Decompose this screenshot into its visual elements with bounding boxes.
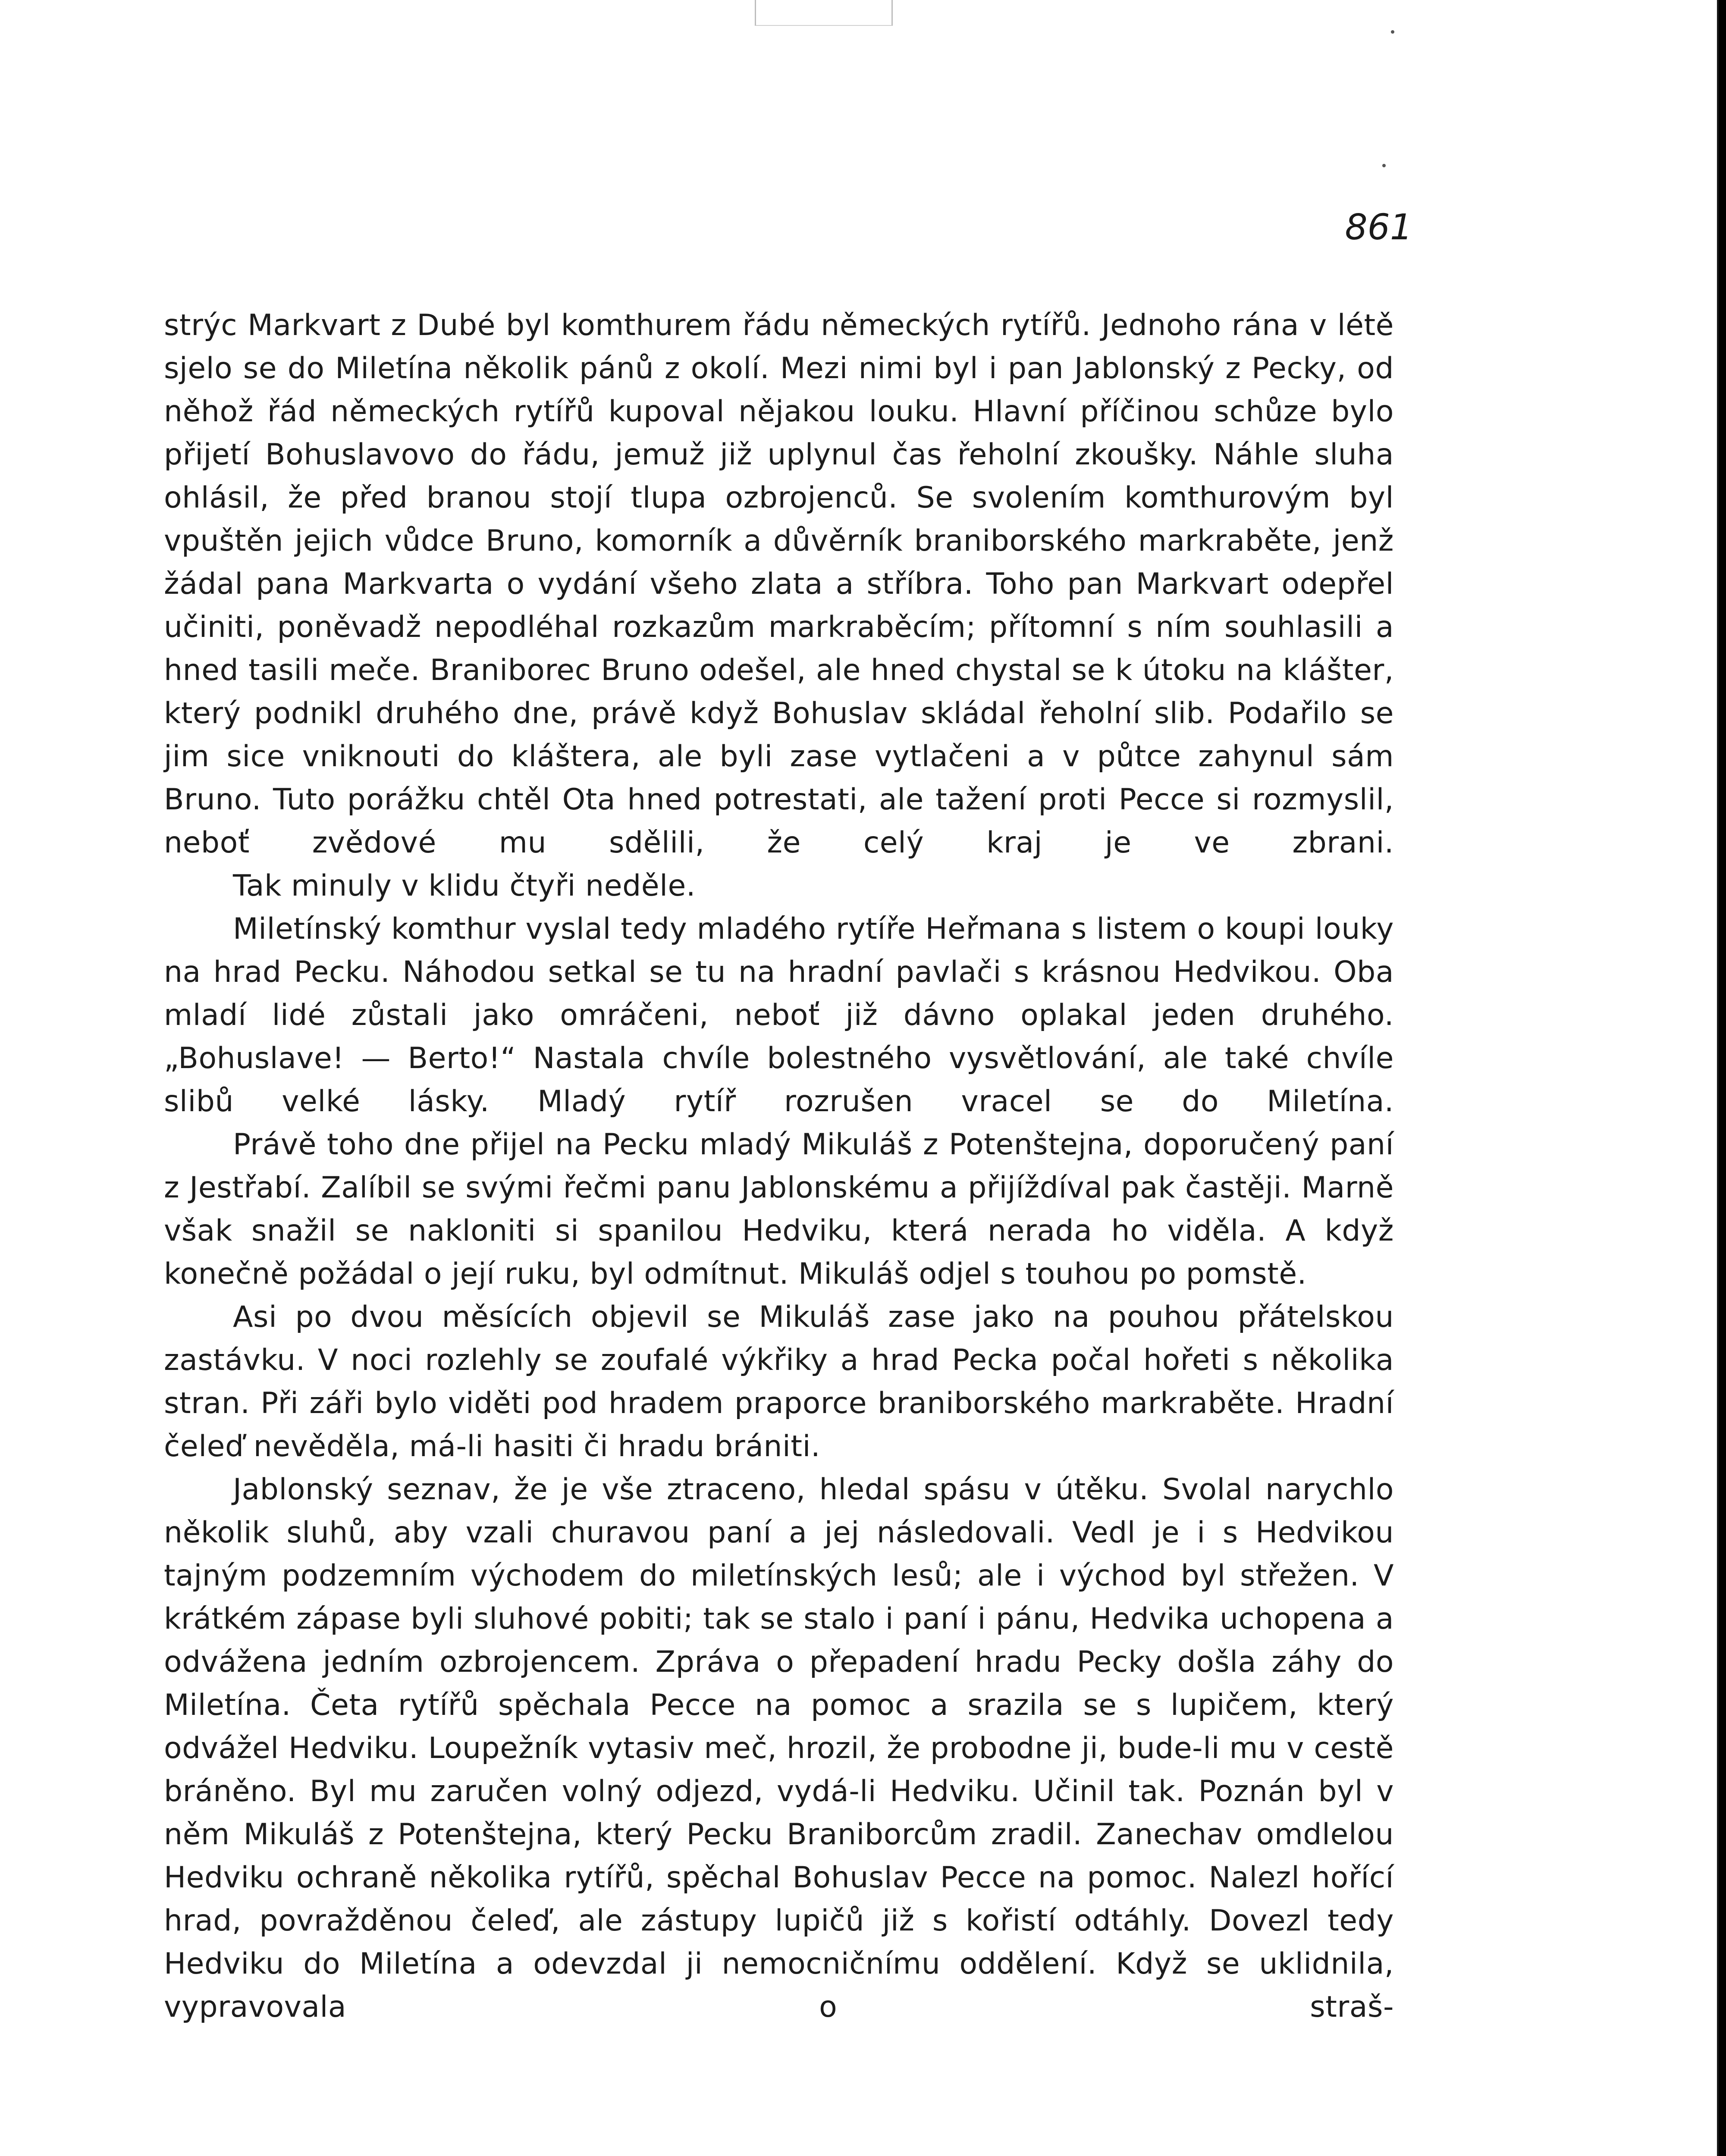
page-number: 861: [1345, 207, 1412, 248]
paragraph: Miletínský komthur vyslal tedy mladého rytíře Heřmana s listem o koupi louky na hrad Pecku. Náhodou setkal se tu na hradní pavlači s krásnou Hedvikou. Oba mladí lidé zůstali jako omráčeni, neboť již dávno oplakal jeden druhého. „Bohuslave! — Berto!“ Nastala chvíle bolestného vysvětlování, ale také chvíle slibů velké lásky. Mladý rytíř rozrušen vracel se do Miletína.: [164, 912, 1394, 1119]
paragraph: Jablonský seznav, že je vše ztraceno, hledal spásu v útěku. Svolal narychlo několik sluhů, aby vzali churavou paní a jej následovali. Vedl je i s Hedvikou tajným podzemním východem do miletínských lesů; ale i východ byl střežen. V krátkém zápase byli sluhové pobiti; tak se stalo i paní i pánu, Hedvika uchopena a odvážena jedním ozbrojencem. Zpráva o přepadení hradu Pecky došla záhy do Miletína. Četa rytířů spěchala Pecce na pomoc a srazila se s lupičem, který odvážel Hedviku. Loupežník vytasiv meč, hrozil, že probodne ji, bude-li mu v cestě bráněno. Byl mu zaručen volný odjezd, vydá-li Hedviku. Učinil tak. Poznán byl v něm Mikuláš z Potenštejna, který Pecku Braniborcům zradil. Zanechav omdlelou Hedviku ochraně několika rytířů, spěchal Bohuslav Pecce na pomoc. Nalezl hořící hrad, povražděnou čeleď, ale zástupy lupičů již s kořistí odtáhly. Dovezl tedy Hedviku do Miletína a odevzdal ji nemocničnímu oddělení. Když se uklidnila, vypravovala o straš-: [164, 1473, 1394, 2024]
paragraph: strýc Markvart z Dubé byl komthurem řádu německých rytířů. Jednoho rána v létě sjelo se do Miletína několik pánů z okolí. Mezi nimi byl i pan Jablonský z Pecky, od něhož řád německých rytířů kupoval nějakou louku. Hlavní příčinou schůze bylo přijetí Bohuslavovo do řádu, jemuž již uplynul čas řeholní zkoušky. Náhle sluha ohlásil, že před branou stojí tlupa ozbrojenců. Se svolením komthurovým byl vpuštěn jejich vůdce Bruno, komorník a důvěrník braniborského markraběte, jenž žádal pana Markvarta o vydání všeho zlata a stříbra. Toho pan Markvart odepřel učiniti, poněvadž nepodléhal rozkazům markraběcím; přítomní s ním souhlasili a hned tasili meče. Braniborec Bruno odešel, ale hned chystal se k útoku na klášter, který podnikl druhého dne, právě když Bohuslav skládal řeholní slib. Podařilo se jim sice vniknouti do kláštera, ale byli zase vytlačeni a v půtce zahynul sám Bruno. Tuto porážku chtěl Ota hned potrestati, ale tažení proti Pecce si rozmyslil, neboť zvědové mu sdělili, že celý kraj je ve zbrani.: [164, 308, 1394, 860]
paragraph: Právě toho dne přijel na Pecku mladý Mikuláš z Potenštejna, doporučený paní z Jestřabí. Zalíbil se svými řečmi panu Jablonskému a přijíždíval pak častěji. Marně však snažil se nakloniti si spanilou Hedviku, která nerada ho viděla. A když konečně požádal o její ruku, byl odmítnut. Mikuláš odjel s touhou po pomstě.: [164, 1128, 1394, 1291]
scan-speck: [1391, 30, 1394, 34]
scan-speck: [1382, 164, 1386, 167]
paragraph: Asi po dvou měsících objevil se Mikuláš zase jako na pouhou přátelskou zastávku. V noci rozlehly se zoufalé výkřiky a hrad Pecka počal hořeti s několika stran. Při záři bylo viděti pod hradem praporce braniborského markraběte. Hradní čeleď nevěděla, má-li hasiti či hradu brániti.: [164, 1300, 1394, 1463]
body-text: [164, 304, 1394, 2029]
binding-mark: [755, 0, 893, 26]
paragraph: Tak minuly v klidu čtyři neděle.: [233, 869, 696, 903]
